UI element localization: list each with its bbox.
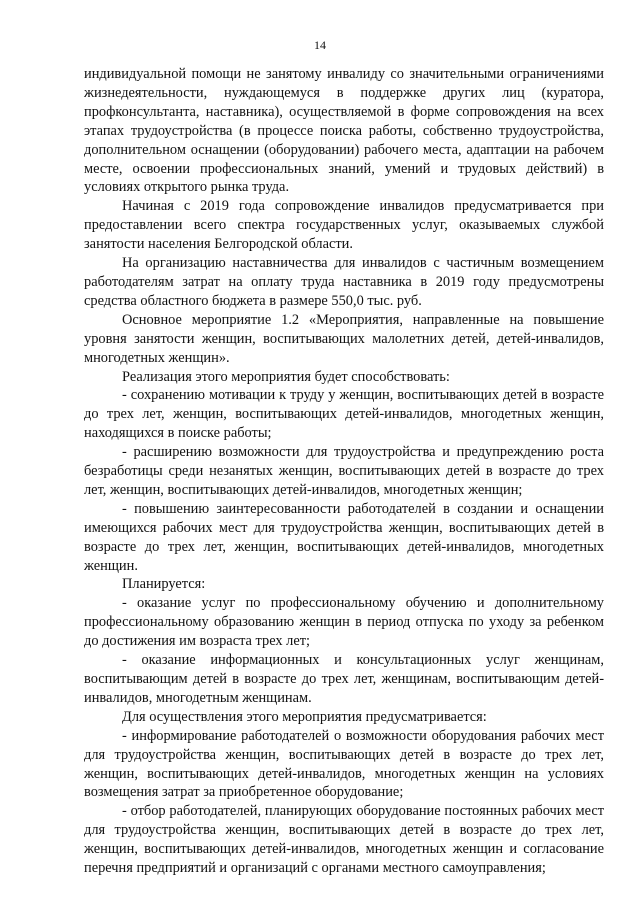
page-number: 14	[314, 38, 326, 52]
list-item: - отбор работодателей, планирующих оборудование постоянных рабочих мест для трудоустройства женщин, воспитывающих детей в возрасте до трех лет, женщин, воспитывающих детей-инвалидов, многодетных женщин и согласование перечня предприятий и организаций с органами местного самоуправления;	[84, 803, 604, 877]
paragraph: Для осуществления этого мероприятия предусматривается:	[122, 708, 487, 725]
paragraph: Основное мероприятие 1.2 «Мероприятия, направленные на повышение уровня занятости женщин, воспитывающих малолетних детей, детей-инвалидов, многодетных женщин».	[84, 311, 604, 366]
paragraph: Начиная с 2019 года сопровождение инвалидов предусматривается при предоставлении всего спектра государственных услуг, оказываемых службой занятости населения Белгородской области.	[84, 198, 604, 253]
paragraph: Планируется:	[122, 576, 206, 593]
list-item: - повышению заинтересованности работодателей в создании и оснащении имеющихся рабочих мест для трудоустройства женщин, воспитывающих детей в возрасте до трех лет, женщин, воспитывающих детей-инвалидов, многодетных женщин.	[84, 500, 604, 574]
list-item: - информирование работодателей о возможности оборудования рабочих мест для трудоустройства женщин, воспитывающих детей в возрасте до трех лет, женщин, воспитывающих детей-инвалидов, многодетных женщин на условиях возмещения затрат за приобретенное оборудование;	[84, 727, 604, 801]
list-item: - сохранению мотивации к труду у женщин, воспитывающих детей в возрасте до трех лет, женщин, воспитывающих детей-инвалидов, многодетных женщин, находящихся в поиске работы;	[84, 387, 604, 442]
paragraph: индивидуальной помощи не занятому инвалиду со значительными ограничениями жизнедеятельности, нуждающемуся в поддержке других лиц (куратора, профконсультанта, наставника), осуществляемой в форме сопровождения на всех этапах трудоустройства (в процессе поиска работы, собственно трудоустройства, дополнительном оснащении (оборудовании) рабочего места, адаптации на рабочем месте, освоении профессиональных знаний, умений и трудовых действий) в условиях открытого рынка труда.	[84, 66, 604, 196]
body-text	[84, 65, 604, 878]
paragraph: На организацию наставничества для инвалидов с частичным возмещением работодателям затрат на оплату труда наставника в 2019 году предусмотрены средства областного бюджета в размере 550,0 тыс. руб.	[84, 255, 604, 309]
list-item: - оказание информационных и консультационных услуг женщинам, воспитывающим детей в возрасте до трех лет, женщинам, воспитывающим детей-инвалидов, многодетным женщинам.	[84, 652, 604, 706]
paragraph: Реализация этого мероприятия будет способствовать:	[122, 368, 450, 385]
list-item: - оказание услуг по профессиональному обучению и дополнительному профессиональному образованию женщин в период отпуска по уходу за ребенком до достижения им возраста трех лет;	[84, 595, 604, 650]
list-item: - расширению возможности для трудоустройства и предупреждению роста безработицы среди незанятых женщин, воспитывающих детей в возрасте до трех лет, женщин, воспитывающих детей-инвалидов, многодетных женщин;	[84, 444, 604, 498]
